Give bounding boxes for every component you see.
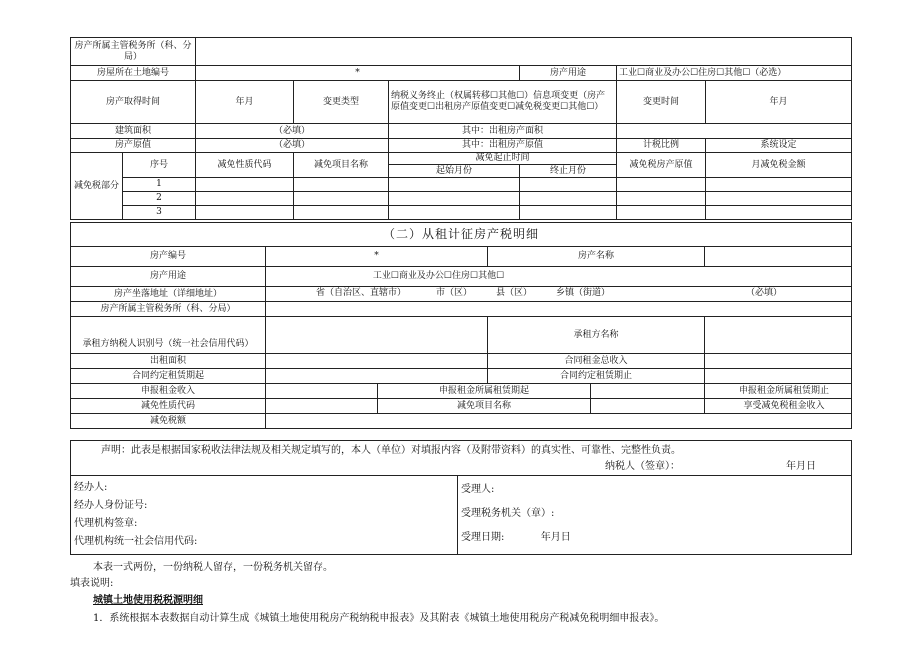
declared-start-label: 申报租金所属租赁期起: [378, 384, 591, 399]
contract-start-label: 合同约定租赁期起: [71, 369, 266, 384]
reduction-amount-label: 减免税额: [71, 414, 266, 429]
tenant-name-value[interactable]: [705, 317, 852, 354]
reduction-seq: 1: [123, 178, 196, 192]
reduction-income-label: 享受减免税租金收入: [705, 399, 852, 414]
reduction-item-value[interactable]: [591, 399, 705, 414]
handler-label: 经办人:: [74, 482, 108, 493]
house-no-label: 房产编号: [71, 247, 266, 267]
contract-end-label: 合同约定租赁期止: [488, 369, 705, 384]
tenant-id-label: 承租方纳税人识别号（统一社会信用代码）: [71, 317, 266, 354]
acceptor-block: [458, 476, 852, 555]
ratio-value: 系统设定: [706, 139, 852, 153]
change-time-label: 变更时间: [617, 81, 706, 124]
declared-end-label: 申报租金所属租赁期止: [705, 384, 852, 399]
table-row: [71, 192, 852, 206]
use-options[interactable]: 工业☐商业及办公☐住房☐其他☐（必选）: [617, 66, 852, 81]
declared-income-value[interactable]: [266, 384, 378, 399]
rent-use-label: 房产用途: [71, 267, 266, 287]
reduction-monthly-header: 月减免税金额: [706, 153, 852, 178]
acquire-time-label: 房产取得时间: [71, 81, 196, 124]
reduction-side-label: 减免税部分: [71, 153, 123, 220]
orig-value-value[interactable]: （必填）: [196, 139, 389, 153]
area-value[interactable]: （必填）: [196, 124, 389, 139]
tenant-id-value[interactable]: [266, 317, 488, 354]
declared-start-value[interactable]: [591, 384, 705, 399]
agency-sign-label: 代理机构签章:: [74, 518, 138, 529]
reduction-seq: 3: [123, 206, 196, 220]
addr-label: 房产坐落地址（详细地址）: [71, 287, 266, 302]
copies-note: 本表一式两份，一份纳税人留存，一份税务机关留存。: [93, 562, 333, 573]
section-title-note: 城镇土地使用税税源明细: [93, 595, 203, 606]
reduction-item-header: 减免项目名称: [294, 153, 389, 178]
contract-start-value[interactable]: [266, 369, 488, 384]
accept-date-value: 年月日: [540, 532, 571, 543]
rent-detail-table: [70, 222, 852, 429]
land-no-label: 房屋所在土地编号: [71, 66, 196, 81]
reduction-start-header: 起始月份: [389, 165, 520, 178]
reduction-code-value[interactable]: [266, 399, 378, 414]
agency-code-label: 代理机构统一社会信用代码:: [74, 536, 198, 547]
house-name-value[interactable]: [705, 247, 852, 267]
house-name-label: 房产名称: [488, 247, 705, 267]
rent-use-options[interactable]: 工业☐商业及办公☐住房☐其他☐: [266, 267, 852, 287]
taxpayer-sign-label: 纳税人（签章）：: [605, 461, 680, 472]
rent-section-title: （二）从租计征房产税明细: [71, 223, 852, 247]
land-no-value[interactable]: *: [196, 66, 520, 81]
reduction-end-header: 终止月份: [520, 165, 617, 178]
declaration-date: 年月日: [786, 461, 816, 472]
ratio-label: 计税比例: [617, 139, 706, 153]
table-row: [71, 206, 852, 220]
reduction-amount-value[interactable]: [266, 414, 852, 429]
contract-end-value[interactable]: [705, 369, 852, 384]
total-rent-value[interactable]: [705, 354, 852, 369]
authority-label: 房产所属主管税务所（科、分局）: [71, 38, 196, 66]
change-time-value[interactable]: 年月: [706, 81, 852, 124]
declared-income-label: 申报租金收入: [71, 384, 266, 399]
declaration-table: [70, 440, 852, 555]
table-row: [71, 178, 852, 192]
reduction-value-header: 减免税房产原值: [617, 153, 706, 178]
reduction-item-label: 减免项目名称: [378, 399, 591, 414]
property-detail-table: [70, 37, 852, 220]
acceptor-label: 受理人:: [461, 484, 495, 495]
rented-area-value[interactable]: [617, 124, 852, 139]
rent-area-value[interactable]: [266, 354, 488, 369]
acquire-time-value[interactable]: 年月: [196, 81, 294, 124]
agent-block: [71, 476, 458, 555]
rented-value-label: 其中：出租房产原值: [389, 139, 617, 153]
declaration-text: 声明：此表是根据国家税收法律法规及相关规定填写的，本人（单位）对填报内容（及附带资料）的真实性、可靠性、完整性负责。: [101, 445, 681, 456]
addr-value[interactable]: 省（自治区、直辖市） 市（区） 县（区） 乡镇（街道） （必填）: [266, 287, 852, 302]
area-label: 建筑面积: [71, 124, 196, 139]
use-label: 房产用途: [520, 66, 617, 81]
total-rent-label: 合同租金总收入: [488, 354, 705, 369]
instructions-label: 填表说明:: [70, 578, 114, 589]
reduction-seq: 2: [123, 192, 196, 206]
change-options[interactable]: 纳税义务终止（权属转移☐其他☐）信息项变更（房产原值变更☐出租房产原值变更☐减免税变更☐其他☐）: [389, 81, 617, 124]
declaration-cell: [71, 441, 852, 476]
instruction-item-1: 1．系统根据本表数据自动计算生成《城镇土地使用税房产税纳税申报表》及其附表《城镇土地使用税房产税减免税明细申报表》。: [93, 613, 665, 624]
accept-date-label: 受理日期:: [461, 532, 505, 543]
reduction-period-header: 减免起止时间: [389, 153, 617, 165]
reduction-code-label: 减免性质代码: [71, 399, 266, 414]
authority-value[interactable]: [196, 38, 852, 66]
change-type-label: 变更类型: [294, 81, 389, 124]
rented-area-label: 其中：出租房产面积: [389, 124, 617, 139]
reduction-seq-header: 序号: [123, 153, 196, 178]
rent-authority-label: 房产所属主管税务所（科、分局）: [71, 302, 266, 317]
tax-office-label: 受理税务机关（章）:: [461, 508, 555, 519]
orig-value-label: 房产原值: [71, 139, 196, 153]
rent-area-label: 出租面积: [71, 354, 266, 369]
rent-authority-value[interactable]: [266, 302, 852, 317]
house-no-value[interactable]: *: [266, 247, 488, 267]
reduction-code-header: 减免性质代码: [196, 153, 294, 178]
handler-id-label: 经办人身份证号:: [74, 500, 148, 511]
tenant-name-label: 承租方名称: [488, 317, 705, 354]
